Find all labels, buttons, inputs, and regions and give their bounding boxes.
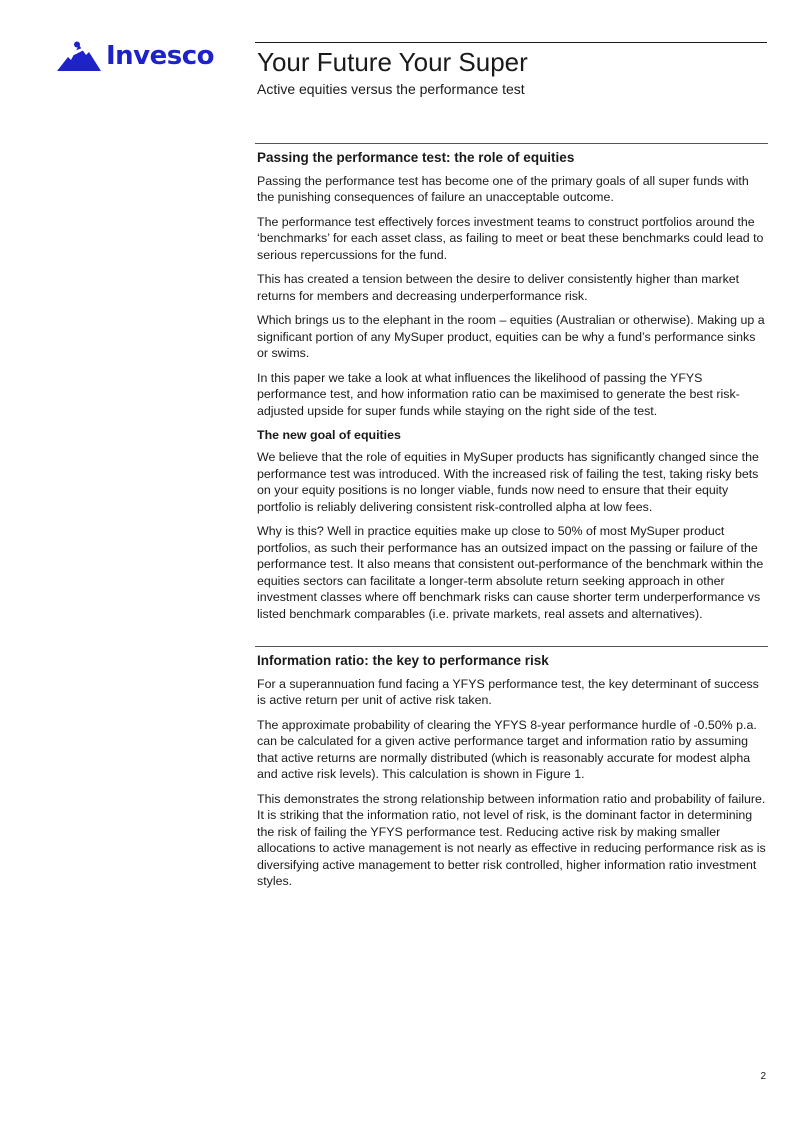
paragraph: For a superannuation fund facing a YFYS performance test, the key determinant of success is active return per unit of active risk taken.	[257, 676, 759, 708]
logo-text: Invesco	[106, 41, 215, 71]
invesco-logo	[56, 40, 214, 72]
mountain-climber-icon	[56, 40, 102, 72]
section-heading: Passing the performance test: the role of equities	[257, 150, 575, 165]
section-role-of-equities	[255, 143, 768, 622]
paragraph: This demonstrates the strong relationship between information ratio and probability of failure. It is striking that the information ratio, not level of risk, is the dominant factor in determining the risk of failing the YFYS performance test. Reducing active risk by making smaller allocations to active management is not nearly as effective in reducing performance risk as is diversifying active management to better risk controlled, higher information ratio investment styles.	[257, 791, 766, 889]
document-title: Your Future Your Super	[257, 47, 528, 77]
paragraph: Why is this? Well in practice equities make up close to 50% of most MySuper product portfolios, as such their performance has an outsized impact on the passing or failure of the performance test. It also means that consistent out-performance of the benchmark within the equities sectors can facilitate a longer-term absolute return seeking approach in other investment classes where off benchmark risks can cause shorter term underperformance vs listed benchmark comparables (i.e. private markets, real assets and alternatives).	[257, 524, 764, 621]
paragraph: The performance test effectively forces investment teams to construct portfolios around the ‘benchmarks’ for each asset class, as failing to meet or beat these benchmarks could lead to serious repercussions for the fund.	[257, 214, 764, 262]
paragraph: In this paper we take a look at what influences the likelihood of passing the YFYS performance test, and how information ratio can be maximised to generate the best risk-adjusted upside for super funds while staying on the right side of the test.	[257, 370, 740, 418]
main-content	[255, 143, 768, 898]
page-number: 2	[760, 1071, 766, 1082]
paragraph: This has created a tension between the desire to deliver consistently higher than market returns for members and decreasing underperformance risk.	[257, 272, 740, 303]
section-heading: Information ratio: the key to performance risk	[257, 653, 549, 669]
paragraph: Passing the performance test has become one of the primary goals of all super funds with the punishing consequences of failure an unacceptable outcome.	[257, 173, 749, 205]
header-rule	[255, 42, 767, 43]
section-information-ratio	[255, 646, 768, 890]
paragraph: We believe that the role of equities in MySuper products has significantly changed since the performance test was introduced. With the increased risk of failing the test, taking risky bets on your equity positions is no longer viable, funds now need to ensure that their equity portfolio is reliably delivering consistent risk-controlled alpha at low fees.	[257, 450, 759, 514]
subsection-heading: The new goal of equities	[257, 428, 401, 443]
paragraph: Which brings us to the elephant in the room – equities (Australian or otherwise). Making up a significant portion of any MySuper product, equities can be why a fund’s performance sinks or swims.	[257, 313, 765, 361]
paragraph: The approximate probability of clearing the YFYS 8-year performance hurdle of -0.50% p.a. can be calculated for a given active performance target and information ratio by assuming that active returns are normally distributed (which is reasonably accurate for modest alpha and active risk levels). This calculation is shown in Figure 1.	[257, 717, 757, 782]
document-subtitle: Active equities versus the performance test	[257, 81, 525, 97]
